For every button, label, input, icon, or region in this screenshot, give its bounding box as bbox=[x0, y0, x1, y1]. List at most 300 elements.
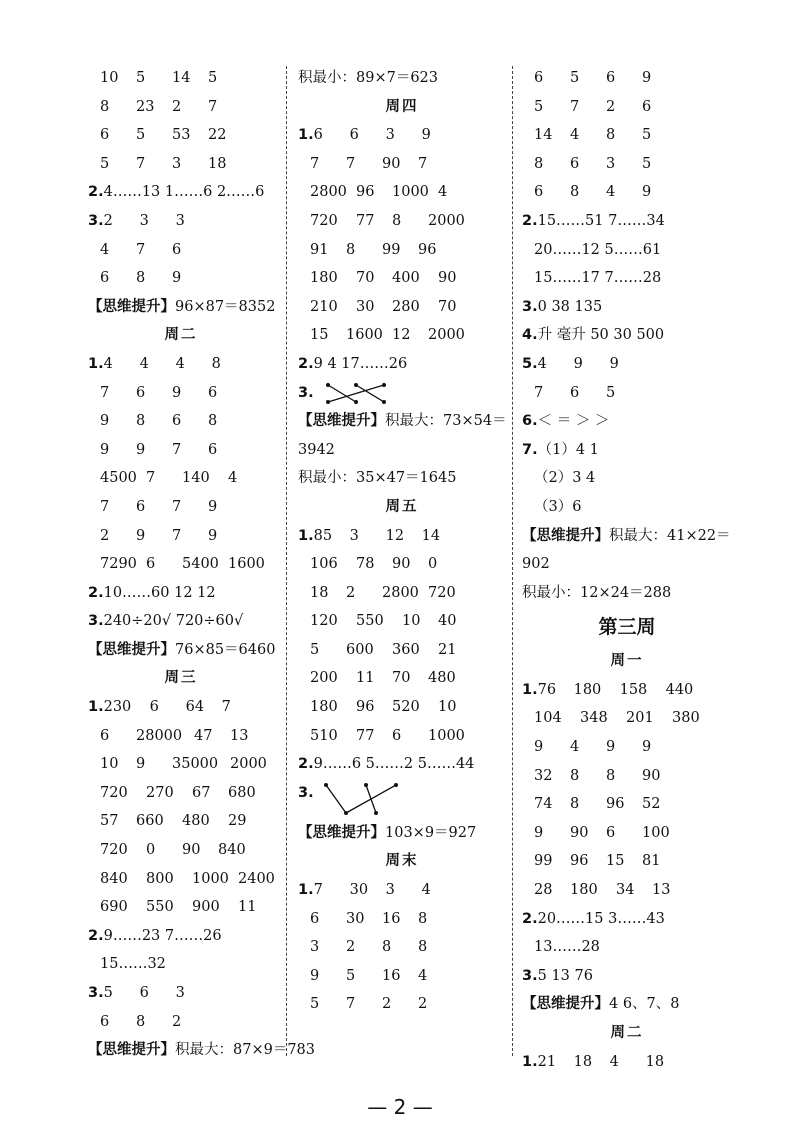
answer-value: 1600 bbox=[228, 556, 265, 573]
answer-row bbox=[88, 1008, 274, 1037]
answer-value: 5 bbox=[606, 384, 616, 401]
answer-value: 7 bbox=[100, 498, 110, 515]
answer-value: 6 bbox=[100, 270, 110, 287]
answer-row bbox=[522, 847, 732, 876]
answer-value: 840 bbox=[100, 870, 128, 887]
answer-row bbox=[298, 722, 506, 751]
week-heading: 周三 bbox=[164, 670, 198, 687]
answer-value: 7 bbox=[313, 882, 323, 899]
answer-value: 230 bbox=[103, 699, 132, 716]
answer-value: 2 bbox=[103, 212, 113, 229]
answer-column-2 bbox=[298, 64, 506, 1019]
answer-value: 4 bbox=[609, 1053, 619, 1070]
answer-value: 720 bbox=[100, 842, 128, 859]
answer-value: 18 bbox=[573, 1053, 593, 1070]
answer-value: 9 bbox=[573, 355, 583, 372]
answer-value: 4 bbox=[421, 882, 431, 899]
answer-value: 5 bbox=[208, 70, 218, 86]
question-number: 5. bbox=[522, 355, 538, 372]
answer-value: 4500 bbox=[100, 470, 137, 487]
answer-value: 2800 bbox=[310, 184, 347, 201]
answer-row bbox=[298, 664, 506, 693]
answer-value: 9 bbox=[136, 441, 146, 458]
answer-value: 4 bbox=[438, 184, 448, 201]
answer-value: 180 bbox=[310, 270, 338, 287]
answer-value: 380 bbox=[672, 710, 700, 727]
column-divider bbox=[512, 66, 513, 1056]
answer-value: 8 bbox=[606, 127, 616, 144]
answer-value: 840 bbox=[218, 842, 246, 859]
answer-value: 32 bbox=[534, 767, 553, 784]
matching-lines-figure bbox=[318, 779, 408, 817]
answer-row bbox=[298, 293, 506, 322]
answer-row bbox=[88, 493, 274, 522]
answer-value: 2 bbox=[172, 98, 182, 115]
answer-value: 8 bbox=[346, 241, 356, 258]
answer-row bbox=[88, 379, 274, 408]
answer-row bbox=[88, 722, 274, 751]
question-row: 3.5 13 76 bbox=[522, 967, 593, 984]
answer-value: 5 bbox=[346, 967, 356, 984]
answer-value: 6 bbox=[136, 384, 146, 401]
answer-value: 5 bbox=[103, 985, 113, 1001]
answer-value: 2 bbox=[346, 584, 356, 601]
answer-value: 550 bbox=[356, 613, 384, 630]
answer-value: 29 bbox=[228, 813, 247, 830]
week-big-heading: 第三周 bbox=[598, 616, 656, 639]
answer-value: 2 bbox=[382, 996, 392, 1013]
answer-value: 104 bbox=[534, 710, 562, 727]
answer-value: 4 bbox=[175, 355, 185, 372]
thinking-boost: 【思维提升】76×85＝6460 bbox=[88, 641, 276, 658]
question-number: 1. bbox=[88, 699, 104, 716]
answer-row bbox=[298, 962, 506, 991]
answer-row bbox=[88, 464, 274, 493]
question-row: 4.升 毫升 50 30 500 bbox=[522, 327, 665, 344]
answer-value: 6 bbox=[349, 127, 359, 144]
question-row: 2.4……13 1……6 2……6 bbox=[88, 184, 265, 201]
answer-value: 70 bbox=[392, 670, 411, 687]
answer-row bbox=[522, 350, 732, 379]
answer-value: 9 bbox=[310, 967, 320, 984]
answer-value: 2 bbox=[418, 996, 428, 1013]
answer-value: 9 bbox=[208, 527, 218, 544]
matching-lines-figure bbox=[318, 380, 408, 406]
answer-row bbox=[522, 64, 732, 93]
answer-value: 5 bbox=[534, 98, 544, 115]
answer-row bbox=[88, 979, 274, 1008]
answer-value: 7 bbox=[346, 996, 356, 1013]
answer-row bbox=[88, 64, 274, 93]
answer-value: 800 bbox=[146, 870, 174, 887]
answer-value: 91 bbox=[310, 241, 329, 258]
question-number: 2. bbox=[522, 212, 538, 229]
answer-value: 158 bbox=[619, 681, 648, 698]
answer-value: 96 bbox=[356, 699, 375, 716]
answer-value: 78 bbox=[356, 556, 375, 573]
answer-row bbox=[88, 207, 274, 236]
question-number: 3. bbox=[88, 212, 104, 229]
answer-value: 7 bbox=[570, 98, 580, 115]
answer-value: 90 bbox=[642, 767, 661, 784]
answer-value: 9 bbox=[136, 756, 146, 773]
answer-value: 1600 bbox=[346, 327, 383, 344]
answer-value: 3 bbox=[606, 155, 616, 172]
answer-value: 10 bbox=[100, 70, 119, 86]
answer-row bbox=[522, 733, 732, 762]
answer-value: 96 bbox=[606, 796, 625, 813]
answer-value: 85 bbox=[313, 527, 333, 544]
answer-value: 30 bbox=[346, 910, 365, 927]
answer-value: 7 bbox=[172, 498, 182, 515]
thinking-boost: 【思维提升】积最大：41×22＝ bbox=[522, 527, 731, 544]
answer-value: 550 bbox=[146, 899, 174, 916]
answer-value: 6 bbox=[534, 70, 544, 86]
answer-value: 690 bbox=[100, 899, 128, 916]
answer-value: 520 bbox=[392, 699, 420, 716]
answer-value: 18 bbox=[310, 584, 329, 601]
answer-value: 4 bbox=[228, 470, 238, 487]
answer-value: 8 bbox=[570, 796, 580, 813]
answer-row bbox=[298, 636, 506, 665]
answer-value: 11 bbox=[238, 899, 257, 916]
answer-value: 76 bbox=[537, 681, 557, 698]
answer-value: 7 bbox=[418, 155, 428, 172]
answer-column-1 bbox=[88, 64, 316, 1065]
answer-row bbox=[88, 807, 274, 836]
answer-row bbox=[88, 522, 274, 551]
answer-value: 3 bbox=[385, 882, 395, 899]
answer-value: 720 bbox=[428, 584, 456, 601]
answer-row bbox=[522, 379, 732, 408]
answer-value: 22 bbox=[208, 127, 227, 144]
answer-value: 1000 bbox=[428, 727, 465, 744]
answer-value: 14 bbox=[172, 70, 191, 86]
answer-value: 99 bbox=[534, 853, 553, 870]
question-number: 7. bbox=[522, 441, 538, 458]
question-row: 3.240÷20√ 720÷60√ bbox=[88, 613, 244, 630]
answer-value: 7 bbox=[172, 527, 182, 544]
answer-value: 14 bbox=[534, 127, 553, 144]
question-number: 1. bbox=[88, 355, 104, 372]
answer-value: 8 bbox=[208, 413, 218, 430]
answer-value: 6 bbox=[139, 985, 149, 1001]
answer-row bbox=[298, 693, 506, 722]
answer-row bbox=[88, 779, 274, 808]
answer-row bbox=[298, 607, 506, 636]
answer-value: （2）3 4 bbox=[534, 470, 596, 487]
answer-value: 18 bbox=[208, 155, 227, 172]
answer-value: 81 bbox=[642, 853, 661, 870]
answer-value: 2 bbox=[606, 98, 616, 115]
answer-value: 74 bbox=[534, 796, 553, 813]
answer-row bbox=[88, 550, 274, 579]
answer-row bbox=[298, 207, 506, 236]
answer-value: 2000 bbox=[428, 327, 465, 344]
answer-value: 3 bbox=[172, 155, 182, 172]
answer-value: 2 bbox=[346, 939, 356, 956]
answer-row bbox=[522, 236, 732, 265]
answer-value: 2000 bbox=[428, 212, 465, 229]
question-row: 2.20……15 3……43 bbox=[522, 910, 665, 927]
answer-row bbox=[298, 121, 506, 150]
answer-value: 3 bbox=[175, 985, 185, 1001]
answer-row bbox=[522, 93, 732, 122]
question-row: 15……32 bbox=[100, 956, 166, 973]
answer-value: 270 bbox=[146, 784, 174, 801]
answer-value: 9 bbox=[642, 70, 652, 86]
answer-value: 6 bbox=[172, 241, 182, 258]
answer-value: 6 bbox=[313, 127, 323, 144]
answer-value: 5 bbox=[570, 70, 580, 86]
answer-value: 6 bbox=[310, 910, 320, 927]
answer-value: 23 bbox=[136, 98, 155, 115]
answer-row bbox=[298, 990, 506, 1019]
question-row: 3.0 38 135 bbox=[522, 298, 603, 315]
question-number: 1. bbox=[522, 681, 538, 698]
question-number: 1. bbox=[298, 127, 314, 144]
answer-value: 90 bbox=[382, 155, 401, 172]
answer-value: 2 bbox=[172, 1013, 182, 1030]
answer-value: 9 bbox=[100, 441, 110, 458]
answer-value: 100 bbox=[642, 824, 670, 841]
answer-value: 35000 bbox=[172, 756, 219, 773]
answer-value: 1000 bbox=[392, 184, 429, 201]
answer-value: 4 bbox=[100, 241, 110, 258]
answer-value: 96 bbox=[570, 853, 589, 870]
answer-value: 6 bbox=[172, 413, 182, 430]
answer-value: 4 bbox=[537, 355, 547, 372]
answer-value: 34 bbox=[616, 882, 635, 899]
answer-value: 3 bbox=[175, 212, 185, 229]
answer-value: 18 bbox=[645, 1053, 665, 1070]
answer-value: 9 bbox=[208, 498, 218, 515]
answer-value: 140 bbox=[182, 470, 210, 487]
answer-value: 3 bbox=[310, 939, 320, 956]
column-divider bbox=[286, 66, 287, 1056]
answer-value: 8 bbox=[534, 155, 544, 172]
answer-value: 680 bbox=[228, 784, 256, 801]
answer-value: 5 bbox=[642, 127, 652, 144]
answer-value: 16 bbox=[382, 967, 401, 984]
answer-value: 15 bbox=[606, 853, 625, 870]
answer-value: 5 bbox=[136, 127, 146, 144]
answer-row bbox=[522, 676, 732, 705]
answer-value: 90 bbox=[392, 556, 411, 573]
answer-value: 180 bbox=[570, 882, 598, 899]
answer-row bbox=[298, 236, 506, 265]
answer-value: 480 bbox=[182, 813, 210, 830]
answer-value: 8 bbox=[136, 413, 146, 430]
answer-value: 7 bbox=[136, 155, 146, 172]
answer-value: 2 bbox=[100, 527, 110, 544]
answer-row bbox=[522, 790, 732, 819]
answer-row bbox=[298, 150, 506, 179]
answer-value: 7 bbox=[221, 699, 231, 716]
answer-value: 9 bbox=[606, 739, 616, 756]
answer-value: 5 bbox=[310, 996, 320, 1013]
answer-row bbox=[298, 579, 506, 608]
answer-value: 6 bbox=[606, 824, 616, 841]
text-line: 积最小：12×24＝288 bbox=[522, 584, 672, 601]
answer-value: 0 bbox=[146, 842, 156, 859]
answer-value: 4 bbox=[418, 967, 428, 984]
answer-value: 96 bbox=[356, 184, 375, 201]
answer-row bbox=[88, 121, 274, 150]
answer-value: 200 bbox=[310, 670, 338, 687]
answer-value: 8 bbox=[136, 1013, 146, 1030]
answer-value: 10 bbox=[438, 699, 457, 716]
answer-value: 7290 bbox=[100, 556, 137, 573]
answer-row bbox=[88, 750, 274, 779]
answer-value: 5400 bbox=[182, 556, 219, 573]
answer-value: 6 bbox=[149, 699, 159, 716]
answer-value: 90 bbox=[570, 824, 589, 841]
thinking-boost: 【思维提升】96×87＝8352 bbox=[88, 298, 276, 315]
answer-value: 13 bbox=[652, 882, 671, 899]
answer-value: 6 bbox=[392, 727, 402, 744]
answer-column-3 bbox=[522, 64, 732, 1076]
answer-value: 106 bbox=[310, 556, 338, 573]
answer-value: 28 bbox=[534, 882, 553, 899]
answer-row bbox=[298, 264, 506, 293]
answer-value: 6 bbox=[146, 556, 156, 573]
answer-row bbox=[298, 933, 506, 962]
answer-value: 6 bbox=[534, 184, 544, 201]
answer-value: 8 bbox=[418, 910, 428, 927]
answer-value: 12 bbox=[392, 327, 411, 344]
answer-value: 3 bbox=[139, 212, 149, 229]
answer-value: 30 bbox=[349, 882, 369, 899]
answer-value: 90 bbox=[438, 270, 457, 287]
answer-value: （1）4 1 bbox=[537, 441, 599, 458]
answer-row bbox=[522, 493, 732, 522]
answer-row bbox=[298, 905, 506, 934]
answer-value: 720 bbox=[310, 212, 338, 229]
answer-value: 6 bbox=[606, 70, 616, 86]
answer-value: 0 bbox=[428, 556, 438, 573]
answer-value: 9 bbox=[534, 739, 544, 756]
answer-value: 6 bbox=[642, 98, 652, 115]
answer-value: 280 bbox=[392, 298, 420, 315]
answer-value: 7 bbox=[346, 155, 356, 172]
answer-value: 53 bbox=[172, 127, 191, 144]
answer-value: 9 bbox=[534, 824, 544, 841]
thinking-boost: 【思维提升】积最大：87×9＝783 bbox=[88, 1042, 316, 1059]
question-row: 2.9……23 7……26 bbox=[88, 927, 222, 944]
answer-row bbox=[522, 207, 732, 236]
answer-row bbox=[298, 550, 506, 579]
answer-value: 8 bbox=[382, 939, 392, 956]
answer-value: 8 bbox=[570, 767, 580, 784]
answer-value: 5 bbox=[136, 70, 146, 86]
answer-row bbox=[88, 436, 274, 465]
answer-value: 9 bbox=[172, 384, 182, 401]
answer-value: 67 bbox=[192, 784, 211, 801]
answer-value: 12 bbox=[385, 527, 405, 544]
answer-value: 70 bbox=[356, 270, 375, 287]
answer-value: 210 bbox=[310, 298, 338, 315]
week-heading: 周五 bbox=[385, 498, 419, 515]
answer-value: 6 bbox=[208, 441, 218, 458]
question-row: 3. bbox=[298, 779, 506, 819]
question-number: 3. bbox=[88, 985, 104, 1001]
answer-value: 348 bbox=[580, 710, 608, 727]
answer-value: 77 bbox=[356, 727, 375, 744]
answer-value: 10 bbox=[402, 613, 421, 630]
answer-row bbox=[522, 704, 732, 733]
answer-value: 8 bbox=[570, 184, 580, 201]
answer-value: 4 bbox=[570, 127, 580, 144]
thinking-boost: 【思维提升】积最大：73×54＝ bbox=[298, 413, 507, 430]
answer-value: 52 bbox=[642, 796, 661, 813]
answer-value: 2400 bbox=[238, 870, 275, 887]
answer-value: 9 bbox=[421, 127, 431, 144]
text-line: 902 bbox=[522, 556, 550, 573]
answer-value: 6 bbox=[570, 155, 580, 172]
answer-value: 70 bbox=[438, 298, 457, 315]
answer-value: 21 bbox=[537, 1053, 557, 1070]
question-row: 6.＜ ＝ ＞ ＞ bbox=[522, 413, 610, 430]
answer-value: 99 bbox=[382, 241, 401, 258]
answer-value: 5 bbox=[310, 641, 320, 658]
question-number: 1. bbox=[298, 882, 314, 899]
answer-value: 64 bbox=[185, 699, 205, 716]
answer-row bbox=[298, 321, 506, 350]
answer-value: 440 bbox=[665, 681, 694, 698]
week-heading: 周二 bbox=[164, 327, 198, 344]
answer-row bbox=[88, 93, 274, 122]
answer-value: 8 bbox=[211, 355, 221, 372]
answer-value: 400 bbox=[392, 270, 420, 287]
answer-value: 510 bbox=[310, 727, 338, 744]
answer-row bbox=[522, 121, 732, 150]
answer-row bbox=[522, 464, 732, 493]
question-row: 3. bbox=[298, 379, 506, 408]
answer-value: 77 bbox=[356, 212, 375, 229]
thinking-boost: 【思维提升】103×9＝927 bbox=[298, 824, 477, 841]
answer-value: 720 bbox=[100, 784, 128, 801]
answer-row bbox=[298, 876, 506, 905]
question-number: 1. bbox=[522, 1053, 538, 1070]
answer-row bbox=[88, 407, 274, 436]
answer-value: 180 bbox=[310, 699, 338, 716]
answer-value: 9 bbox=[609, 355, 619, 372]
answer-value: 15……51 7……34 bbox=[537, 212, 665, 229]
answer-row bbox=[88, 350, 274, 379]
question-row: 2.9 4 17……26 bbox=[298, 355, 408, 372]
answer-row bbox=[88, 150, 274, 179]
answer-row bbox=[522, 876, 732, 905]
answer-value: 2000 bbox=[230, 756, 267, 773]
text-line: 积最小：89×7＝623 bbox=[298, 70, 439, 86]
week-heading: 周四 bbox=[385, 98, 419, 115]
answer-row bbox=[522, 819, 732, 848]
answer-value: 7 bbox=[208, 98, 218, 115]
answer-value: 30 bbox=[356, 298, 375, 315]
thinking-boost: 【思维提升】4 6、7、8 bbox=[522, 996, 680, 1013]
answer-value: 6 bbox=[100, 127, 110, 144]
answer-value: 7 bbox=[100, 384, 110, 401]
answer-value: 8 bbox=[392, 212, 402, 229]
answer-value: 600 bbox=[346, 641, 374, 658]
answer-value: 6 bbox=[136, 498, 146, 515]
answer-value: 10 bbox=[100, 756, 119, 773]
answer-value: 5 bbox=[100, 155, 110, 172]
answer-value: 57 bbox=[100, 813, 119, 830]
answer-value: 90 bbox=[182, 842, 201, 859]
answer-value: 201 bbox=[626, 710, 654, 727]
